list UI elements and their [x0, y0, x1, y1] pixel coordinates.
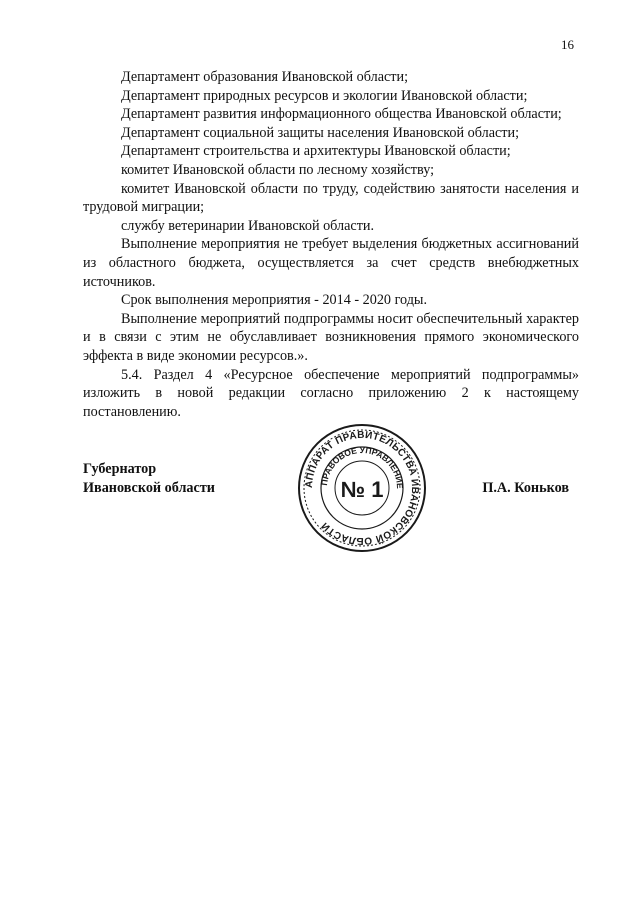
paragraph: Департамент образования Ивановской области;	[121, 69, 409, 85]
paragraph: Выполнение мероприятий подпрограммы носит обеспечительный характер и в связи с этим не обуславливает возникновения прямого экономического эффекта в виде экономии ресурсов.».	[83, 310, 579, 364]
paragraph: Срок выполнения мероприятия - 2014 - 2020 годы.	[121, 292, 428, 309]
paragraph: Департамент строительства и архитектуры Ивановской области;	[121, 143, 511, 160]
document-body	[83, 68, 579, 421]
signatory-position	[83, 460, 215, 497]
paragraph: Департамент развития информационного общества Ивановской области;	[121, 106, 562, 123]
paragraph: Департамент социальной защиты населения Ивановской области;	[121, 124, 520, 141]
seal-inner-text: ПРАВОВОЕ УПРАВЛЕНИЕ	[319, 444, 406, 489]
official-seal	[294, 420, 430, 556]
paragraph: Департамент природных ресурсов и экологии Ивановской области;	[121, 87, 528, 104]
seal-number: № 1	[340, 477, 384, 502]
paragraph: Выполнение мероприятия не требует выделения бюджетных ассигнований из областного бюджета, осуществляется за счет средств внебюджетных источников.	[83, 236, 579, 290]
paragraph: 5.4. Раздел 4 «Ресурсное обеспечение мероприятий подпрограммы» изложить в новой редакции согласно приложению 2 к настоящему постановлению.	[83, 366, 579, 420]
paragraph: комитет Ивановской области по лесному хозяйству;	[121, 161, 435, 178]
page-number: 16	[561, 37, 574, 52]
seal-ring-text: АППАРАТ ПРАВИТЕЛЬСТВА ИВАНОВСКОЙ ОБЛАСТИ	[303, 429, 421, 547]
position-line: Ивановской области	[83, 479, 215, 496]
paragraph: комитет Ивановской области по труду, содействию занятости населения и трудовой миграции;	[83, 180, 579, 216]
signatory-name: П.А. Коньков	[482, 479, 569, 496]
paragraph: службу ветеринарии Ивановской области.	[121, 217, 375, 234]
position-line: Губернатор	[83, 461, 157, 477]
